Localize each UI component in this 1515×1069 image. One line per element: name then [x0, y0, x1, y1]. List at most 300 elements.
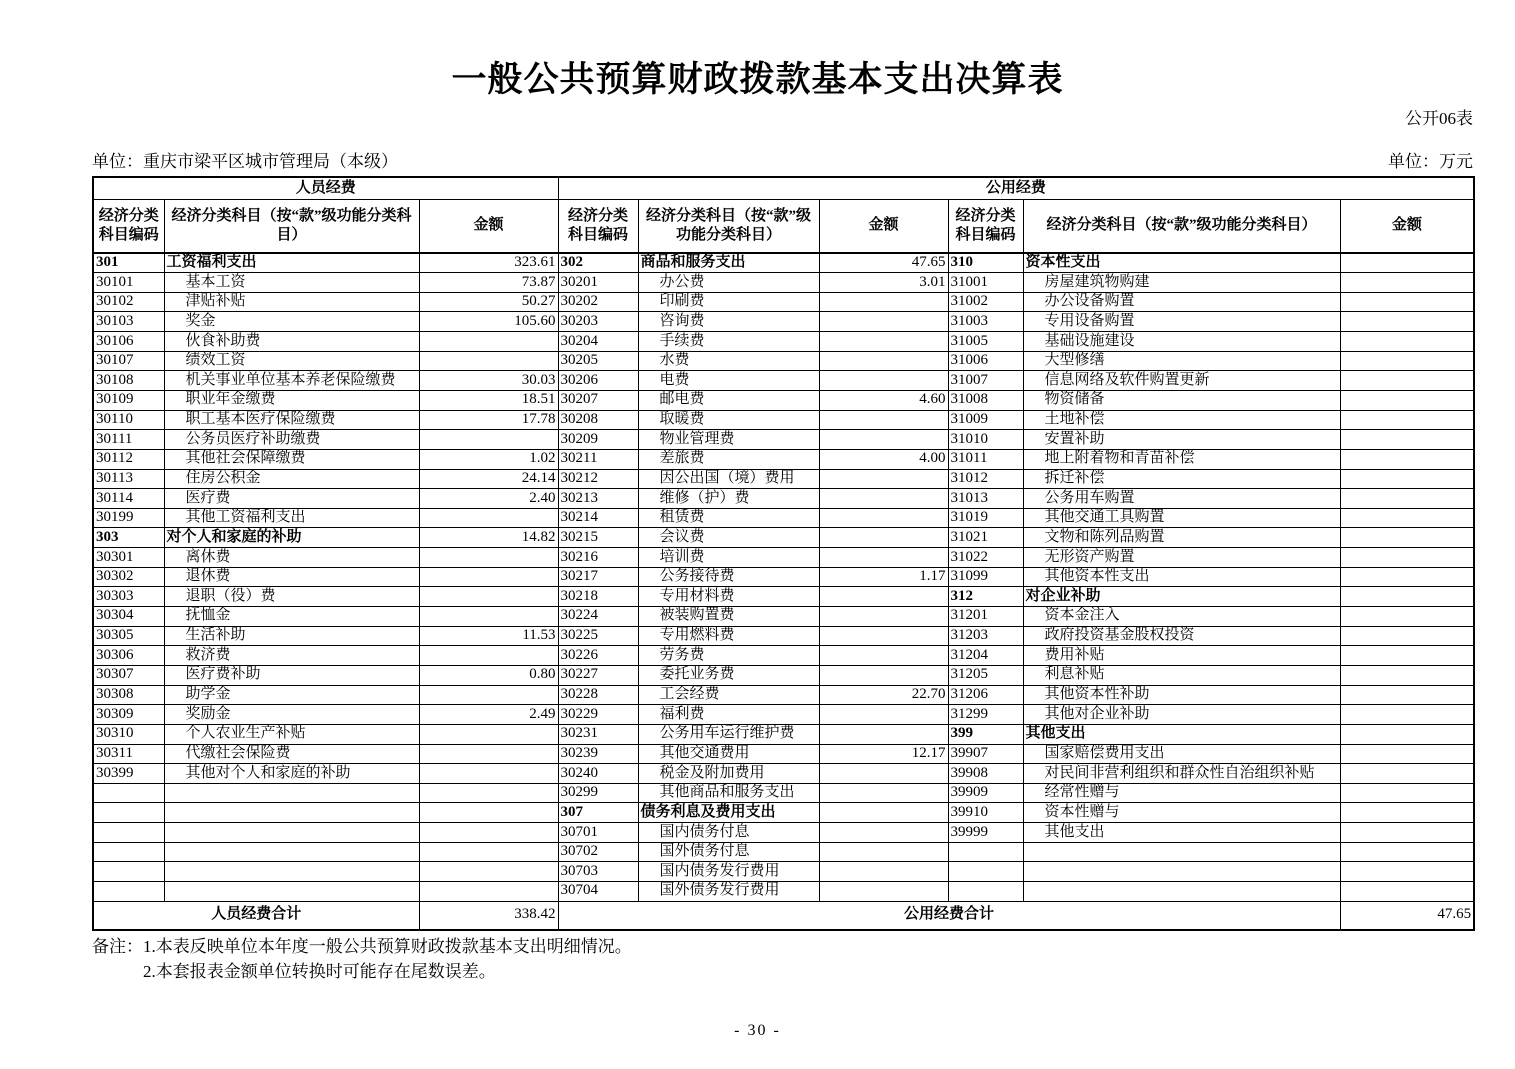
amount-cell — [1340, 312, 1474, 332]
amount-cell: 3.01 — [819, 273, 948, 293]
amount-cell — [819, 803, 948, 823]
expenditure-table — [92, 176, 1475, 931]
subject-cell: 费用补贴 — [1023, 646, 1340, 666]
code-cell: 30208 — [558, 410, 638, 430]
table-row — [93, 665, 1474, 685]
table-row — [93, 390, 1474, 410]
subject-cell: 机关事业单位基本养老保险缴费 — [164, 371, 419, 391]
subject-cell — [1023, 882, 1340, 902]
subject-cell: 资本性支出 — [1023, 253, 1340, 273]
code-cell: 30240 — [558, 764, 638, 784]
col-header-code: 经济分类科目编码 — [948, 200, 1023, 254]
code-cell: 399 — [948, 724, 1023, 744]
code-cell: 30202 — [558, 292, 638, 312]
subject-cell: 专用材料费 — [638, 587, 819, 607]
page-number: - 30 - — [734, 1022, 781, 1039]
code-cell: 30211 — [558, 449, 638, 469]
code-cell: 301 — [93, 253, 164, 273]
subject-cell: 利息补贴 — [1023, 665, 1340, 685]
subject-cell: 无形资产购置 — [1023, 548, 1340, 568]
code-cell: 30113 — [93, 469, 164, 489]
subject-cell: 个人农业生产补贴 — [164, 724, 419, 744]
amount-cell — [1340, 803, 1474, 823]
subject-cell: 委托业务费 — [638, 665, 819, 685]
subject-cell: 其他对企业补助 — [1023, 705, 1340, 725]
subject-cell: 福利费 — [638, 705, 819, 725]
subject-cell: 经常性赠与 — [1023, 783, 1340, 803]
amount-cell — [1340, 744, 1474, 764]
col-header-subject: 经济分类科目（按“款”级功能分类科目） — [1023, 200, 1340, 254]
subject-cell: 物资储备 — [1023, 390, 1340, 410]
note-line: 1.本表反映单位本年度一般公共预算财政拨款基本支出明细情况。 — [143, 937, 632, 956]
code-cell: 31019 — [948, 508, 1023, 528]
amount-cell — [419, 607, 558, 627]
amount-cell — [1340, 548, 1474, 568]
subject-cell: 津贴补贴 — [164, 292, 419, 312]
table-row — [93, 803, 1474, 823]
table-row — [93, 371, 1474, 391]
table-row — [93, 410, 1474, 430]
amount-cell — [819, 489, 948, 509]
amount-cell: 2.40 — [419, 489, 558, 509]
amount-cell — [1340, 862, 1474, 882]
code-cell: 39907 — [948, 744, 1023, 764]
subject-cell — [164, 882, 419, 902]
code-cell — [93, 882, 164, 902]
code-cell: 30217 — [558, 567, 638, 587]
amount-cell — [1340, 508, 1474, 528]
code-cell: 31001 — [948, 273, 1023, 293]
amount-cell — [419, 332, 558, 352]
subject-cell — [164, 862, 419, 882]
code-cell: 30213 — [558, 489, 638, 509]
code-cell: 30301 — [93, 548, 164, 568]
subject-cell — [164, 823, 419, 843]
code-cell: 30214 — [558, 508, 638, 528]
code-cell — [948, 862, 1023, 882]
amount-cell — [419, 862, 558, 882]
code-cell: 30111 — [93, 430, 164, 450]
col-header-amount: 金额 — [419, 200, 558, 254]
amount-cell — [1340, 646, 1474, 666]
amount-cell — [819, 312, 948, 332]
subject-cell: 咨询费 — [638, 312, 819, 332]
page-title: 一般公共预算财政拨款基本支出决算表 — [451, 60, 1064, 99]
code-cell: 30102 — [93, 292, 164, 312]
subject-cell: 其他资本性支出 — [1023, 567, 1340, 587]
subject-cell: 税金及附加费用 — [638, 764, 819, 784]
amount-cell — [419, 744, 558, 764]
table-row — [93, 312, 1474, 332]
amount-cell: 0.80 — [419, 665, 558, 685]
table-row — [93, 842, 1474, 862]
amount-cell — [419, 803, 558, 823]
code-cell: 30207 — [558, 390, 638, 410]
personnel-funds-header: 人员经费 — [93, 177, 558, 200]
table-row — [93, 253, 1474, 273]
amount-cell: 22.70 — [819, 685, 948, 705]
amount-cell — [819, 705, 948, 725]
amount-cell: 12.17 — [819, 744, 948, 764]
subject-cell: 因公出国（境）费用 — [638, 469, 819, 489]
amount-cell: 323.61 — [419, 253, 558, 273]
subject-cell: 其他支出 — [1023, 724, 1340, 744]
subject-cell: 租赁费 — [638, 508, 819, 528]
subject-cell — [164, 783, 419, 803]
code-cell: 30701 — [558, 823, 638, 843]
subject-cell: 医疗费 — [164, 489, 419, 509]
amount-cell — [1340, 685, 1474, 705]
table-row — [93, 862, 1474, 882]
table-body — [93, 177, 1474, 930]
amount-cell: 30.03 — [419, 371, 558, 391]
code-cell: 30309 — [93, 705, 164, 725]
amount-cell — [819, 626, 948, 646]
subject-cell: 退休费 — [164, 567, 419, 587]
subject-cell: 商品和服务支出 — [638, 253, 819, 273]
subject-cell: 职业年金缴费 — [164, 390, 419, 410]
amount-cell — [1340, 273, 1474, 293]
subject-cell: 被装购置费 — [638, 607, 819, 627]
subject-cell: 公务员医疗补助缴费 — [164, 430, 419, 450]
code-cell: 30305 — [93, 626, 164, 646]
subject-cell: 其他支出 — [1023, 823, 1340, 843]
amount-cell — [1340, 705, 1474, 725]
amount-cell — [419, 587, 558, 607]
amount-cell — [1340, 567, 1474, 587]
subject-cell: 离休费 — [164, 548, 419, 568]
code-cell: 30203 — [558, 312, 638, 332]
subject-cell: 安置补助 — [1023, 430, 1340, 450]
code-cell: 39999 — [948, 823, 1023, 843]
amount-cell — [1340, 764, 1474, 784]
amount-cell — [819, 508, 948, 528]
amount-cell — [419, 882, 558, 902]
subject-cell: 抚恤金 — [164, 607, 419, 627]
amount-cell — [419, 764, 558, 784]
table-row — [93, 587, 1474, 607]
code-cell: 31099 — [948, 567, 1023, 587]
amount-cell — [419, 685, 558, 705]
amount-cell — [1340, 351, 1474, 371]
amount-cell — [819, 607, 948, 627]
code-cell: 30227 — [558, 665, 638, 685]
subject-cell: 其他工资福利支出 — [164, 508, 419, 528]
table-row — [93, 646, 1474, 666]
amount-cell — [1340, 724, 1474, 744]
amount-cell — [819, 862, 948, 882]
subject-cell: 拆迁补偿 — [1023, 469, 1340, 489]
subject-cell: 电费 — [638, 371, 819, 391]
amount-cell — [1340, 823, 1474, 843]
code-cell: 31005 — [948, 332, 1023, 352]
amount-cell: 1.02 — [419, 449, 558, 469]
public-total-label: 公用经费合计 — [558, 901, 1340, 930]
subject-cell: 会议费 — [638, 528, 819, 548]
table-row — [93, 685, 1474, 705]
amount-cell — [819, 410, 948, 430]
code-cell: 30239 — [558, 744, 638, 764]
table-row — [93, 528, 1474, 548]
table-row — [93, 449, 1474, 469]
amount-cell — [819, 882, 948, 902]
code-cell — [93, 803, 164, 823]
totals-row — [93, 901, 1474, 930]
code-cell: 30306 — [93, 646, 164, 666]
amount-cell — [1340, 332, 1474, 352]
subject-cell: 其他社会保障缴费 — [164, 449, 419, 469]
subject-cell: 公务用车运行维护费 — [638, 724, 819, 744]
amount-cell — [819, 528, 948, 548]
amount-cell: 73.87 — [419, 273, 558, 293]
code-cell: 31205 — [948, 665, 1023, 685]
amount-cell — [1340, 607, 1474, 627]
amount-cell — [1340, 587, 1474, 607]
subject-cell: 基本工资 — [164, 273, 419, 293]
table-row — [93, 508, 1474, 528]
subject-cell: 公务接待费 — [638, 567, 819, 587]
code-cell — [948, 882, 1023, 902]
amount-cell — [1340, 882, 1474, 902]
code-cell: 30212 — [558, 469, 638, 489]
code-cell: 30204 — [558, 332, 638, 352]
amount-cell: 11.53 — [419, 626, 558, 646]
code-cell: 30199 — [93, 508, 164, 528]
code-cell: 302 — [558, 253, 638, 273]
subject-cell: 手续费 — [638, 332, 819, 352]
subject-cell: 生活补助 — [164, 626, 419, 646]
table-row — [93, 548, 1474, 568]
amount-cell — [419, 724, 558, 744]
amount-cell: 47.65 — [819, 253, 948, 273]
subject-cell: 办公设备购置 — [1023, 292, 1340, 312]
notes-block — [92, 934, 632, 984]
code-cell: 307 — [558, 803, 638, 823]
subject-cell: 邮电费 — [638, 390, 819, 410]
amount-cell: 18.51 — [419, 390, 558, 410]
amount-cell — [1340, 449, 1474, 469]
subject-cell: 信息网络及软件购置更新 — [1023, 371, 1340, 391]
code-cell — [948, 842, 1023, 862]
col-header-code: 经济分类科目编码 — [93, 200, 164, 254]
currency-unit-label: 单位：万元 — [1388, 152, 1473, 171]
amount-cell: 14.82 — [419, 528, 558, 548]
code-cell: 30308 — [93, 685, 164, 705]
code-cell: 31021 — [948, 528, 1023, 548]
code-cell: 30101 — [93, 273, 164, 293]
code-cell: 30228 — [558, 685, 638, 705]
subject-cell: 退职（役）费 — [164, 587, 419, 607]
amount-cell — [419, 646, 558, 666]
subject-cell: 其他资本性补助 — [1023, 685, 1340, 705]
amount-cell — [1340, 292, 1474, 312]
code-cell — [93, 842, 164, 862]
amount-cell — [419, 842, 558, 862]
code-cell: 30311 — [93, 744, 164, 764]
subject-cell: 文物和陈列品购置 — [1023, 528, 1340, 548]
note-line: 2.本套报表金额单位转换时可能存在尾数误差。 — [143, 962, 496, 981]
table-row — [93, 823, 1474, 843]
subject-cell: 国内债务发行费用 — [638, 862, 819, 882]
amount-cell — [819, 548, 948, 568]
subject-cell: 资本金注入 — [1023, 607, 1340, 627]
subject-cell: 专用燃料费 — [638, 626, 819, 646]
subject-cell: 劳务费 — [638, 646, 819, 666]
code-cell: 30229 — [558, 705, 638, 725]
amount-cell — [1340, 371, 1474, 391]
code-cell: 30302 — [93, 567, 164, 587]
code-cell: 30299 — [558, 783, 638, 803]
subject-cell: 对民间非营利组织和群众性自治组织补贴 — [1023, 764, 1340, 784]
code-cell: 31010 — [948, 430, 1023, 450]
code-cell — [93, 783, 164, 803]
amount-cell: 4.00 — [819, 449, 948, 469]
amount-cell — [819, 646, 948, 666]
subject-cell: 债务利息及费用支出 — [638, 803, 819, 823]
code-cell: 30201 — [558, 273, 638, 293]
subject-cell: 国外债务发行费用 — [638, 882, 819, 902]
table-row — [93, 430, 1474, 450]
amount-cell — [819, 332, 948, 352]
code-cell: 30307 — [93, 665, 164, 685]
code-cell: 30303 — [93, 587, 164, 607]
subject-cell: 办公费 — [638, 273, 819, 293]
amount-cell: 4.60 — [819, 390, 948, 410]
subject-cell: 奖金 — [164, 312, 419, 332]
subject-cell: 国内债务付息 — [638, 823, 819, 843]
amount-cell: 105.60 — [419, 312, 558, 332]
code-cell: 31008 — [948, 390, 1023, 410]
code-cell: 30702 — [558, 842, 638, 862]
code-cell: 30209 — [558, 430, 638, 450]
subject-cell: 资本性赠与 — [1023, 803, 1340, 823]
amount-cell: 17.78 — [419, 410, 558, 430]
table-row — [93, 567, 1474, 587]
subject-cell: 基础设施建设 — [1023, 332, 1340, 352]
table-row — [93, 626, 1474, 646]
amount-cell — [1340, 410, 1474, 430]
amount-cell — [1340, 390, 1474, 410]
code-cell: 31007 — [948, 371, 1023, 391]
code-cell: 31206 — [948, 685, 1023, 705]
amount-cell: 24.14 — [419, 469, 558, 489]
amount-cell — [1340, 626, 1474, 646]
notes-label: 备注： — [92, 937, 143, 956]
code-cell — [93, 823, 164, 843]
code-cell: 312 — [948, 587, 1023, 607]
code-cell: 30206 — [558, 371, 638, 391]
subject-cell: 工资福利支出 — [164, 253, 419, 273]
subject-cell: 奖励金 — [164, 705, 419, 725]
code-cell: 30703 — [558, 862, 638, 882]
subject-cell: 物业管理费 — [638, 430, 819, 450]
subject-cell: 其他交通工具购置 — [1023, 508, 1340, 528]
table-row — [93, 705, 1474, 725]
subject-cell — [1023, 862, 1340, 882]
code-cell: 31012 — [948, 469, 1023, 489]
subject-cell: 大型修缮 — [1023, 351, 1340, 371]
code-cell: 30231 — [558, 724, 638, 744]
amount-cell — [419, 508, 558, 528]
code-cell: 31299 — [948, 705, 1023, 725]
subject-cell: 助学金 — [164, 685, 419, 705]
amount-cell — [819, 783, 948, 803]
code-cell: 31006 — [948, 351, 1023, 371]
subject-cell: 医疗费补助 — [164, 665, 419, 685]
public-total-amount: 47.65 — [1340, 901, 1474, 930]
subject-cell: 其他对个人和家庭的补助 — [164, 764, 419, 784]
table-row — [93, 607, 1474, 627]
amount-cell: 2.49 — [419, 705, 558, 725]
code-cell: 39910 — [948, 803, 1023, 823]
subject-cell: 维修（护）费 — [638, 489, 819, 509]
amount-cell — [819, 351, 948, 371]
col-header-subject: 经济分类科目（按“款”级功能分类科目） — [164, 200, 419, 254]
code-cell: 30108 — [93, 371, 164, 391]
code-cell: 31009 — [948, 410, 1023, 430]
table-row — [93, 469, 1474, 489]
code-cell: 303 — [93, 528, 164, 548]
code-cell: 30106 — [93, 332, 164, 352]
amount-cell — [1340, 528, 1474, 548]
code-cell — [93, 862, 164, 882]
amount-cell — [819, 371, 948, 391]
code-cell: 30103 — [93, 312, 164, 332]
code-cell: 30304 — [93, 607, 164, 627]
subject-cell: 其他商品和服务支出 — [638, 783, 819, 803]
amount-cell: 1.17 — [819, 567, 948, 587]
col-header-subject: 经济分类科目（按“款”级功能分类科目） — [638, 200, 819, 254]
code-cell: 310 — [948, 253, 1023, 273]
amount-cell — [419, 548, 558, 568]
table-row — [93, 292, 1474, 312]
subject-cell: 水费 — [638, 351, 819, 371]
amount-cell — [1340, 253, 1474, 273]
code-cell: 30107 — [93, 351, 164, 371]
code-cell: 30224 — [558, 607, 638, 627]
amount-cell — [419, 430, 558, 450]
amount-cell — [819, 587, 948, 607]
column-header-row — [93, 200, 1474, 254]
amount-cell — [419, 783, 558, 803]
code-cell: 39909 — [948, 783, 1023, 803]
code-cell: 30112 — [93, 449, 164, 469]
code-cell: 31203 — [948, 626, 1023, 646]
amount-cell — [819, 292, 948, 312]
subject-cell: 住房公积金 — [164, 469, 419, 489]
code-cell: 30205 — [558, 351, 638, 371]
amount-cell — [419, 823, 558, 843]
subject-cell: 差旅费 — [638, 449, 819, 469]
subject-cell: 职工基本医疗保险缴费 — [164, 410, 419, 430]
amount-cell — [819, 469, 948, 489]
subject-cell: 工会经费 — [638, 685, 819, 705]
amount-cell — [819, 665, 948, 685]
code-cell: 31003 — [948, 312, 1023, 332]
code-cell: 39908 — [948, 764, 1023, 784]
amount-cell — [1340, 430, 1474, 450]
amount-cell — [1340, 783, 1474, 803]
subject-cell: 国家赔偿费用支出 — [1023, 744, 1340, 764]
code-cell: 30110 — [93, 410, 164, 430]
code-cell: 30225 — [558, 626, 638, 646]
table-row — [93, 351, 1474, 371]
subject-cell — [1023, 842, 1340, 862]
subject-cell: 对个人和家庭的补助 — [164, 528, 419, 548]
table-row — [93, 724, 1474, 744]
code-cell: 31013 — [948, 489, 1023, 509]
table-row — [93, 744, 1474, 764]
